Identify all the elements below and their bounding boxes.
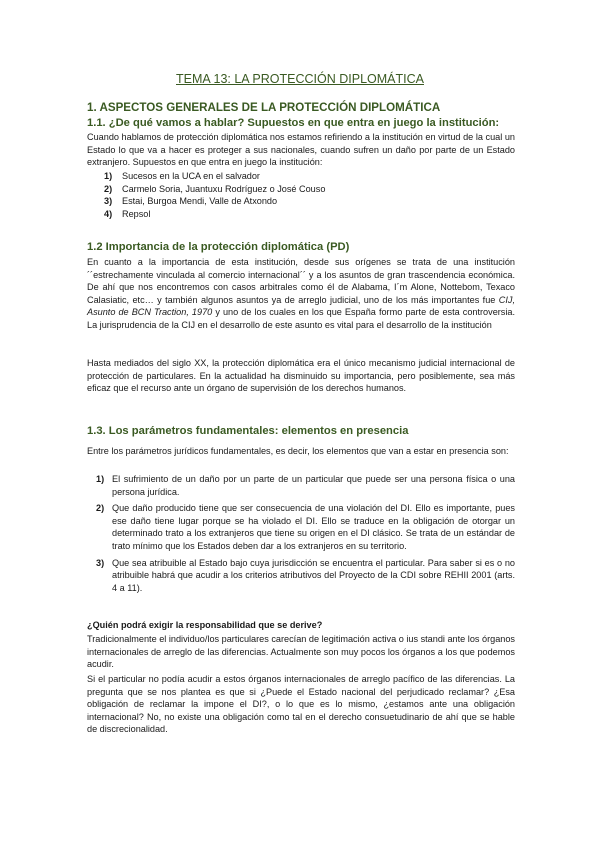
question-paragraph-2: Si el particular no podía acudir a estos órganos internacionales de arreglo pacífico de las diferencias. La pregunta que se nos plantea es que si ¿Puede el Estado nacional del perjudicado reclamar? ¿Esa obligación de reclamar la impone el DI?, o lo que es lo mismo, ¿estamos ante una obligación internacional? No, no existe una obligación como tal en el derecho consuetudinario de ahí que se hable de discrecionalidad. — [87, 674, 515, 735]
question-paragraph-1: Tradicionalmente el individuo/los particulares carecían de legitimación activa o ius standi ante los órganos internacionales de arreglo de las diferencias. Actualmente son muy pocos los órganos a los que podemos acudir. — [87, 634, 515, 670]
question-heading: ¿Quién podrá exigir la responsabilidad que se derive? — [87, 620, 323, 630]
list-number: 2) — [96, 503, 105, 514]
list-text: Que daño producido tiene que ser consecuencia de una violación del DI. Ello es importante, pues ese daño tiene lugar porque se ha violado el DI. Ello se traduce en la obligación de otorgar un determinado trato a los extranjeros que tiene su origen en el DI clásico. Se trata de un estándar de trato mínimo que los Estados deben dar a los extranjeros en su territorio. — [112, 503, 515, 551]
list-item — [87, 473, 515, 498]
list-number: 2) — [104, 183, 113, 194]
list-item — [87, 208, 515, 221]
list-number: 3) — [96, 557, 105, 568]
list-text: Sucesos en la UCA en el salvador — [122, 171, 260, 181]
list-number: 3) — [104, 196, 113, 207]
subsection-1-3-intro: Entre los parámetros jurídicos fundamentales, es decir, los elementos que van a estar en presencia son: — [87, 446, 509, 456]
case-citation: CIJ, Asunto de BCN Traction, 1970 — [87, 294, 515, 318]
cases-list — [87, 170, 515, 220]
document-title: TEMA 13: LA PROTECCIÓN DIPLOMÁTICA — [176, 72, 424, 86]
list-text: Repsol — [122, 208, 151, 219]
list-text: El sufrimiento de un daño por un parte de un particular que puede ser una persona física o una persona jurídica. — [112, 474, 515, 497]
list-item — [87, 195, 515, 208]
subsection-1-1-heading: 1.1. ¿De qué vamos a hablar? Supuestos en que entra en juego la institución: — [87, 117, 500, 129]
subsection-1-2-heading: 1.2 Importancia de la protección diplomática (PD) — [87, 241, 350, 253]
list-text: Estai, Burgoa Mendi, Valle de Atxondo — [122, 196, 278, 207]
subsection-1-2-paragraph-2: Hasta mediados del siglo XX, la protección diplomática era el único mecanismo judicial internacional de protección de particulares. En la actualidad ha disminuido su importancia, pero posiblemente, sea más eficaz que el recurso ante un órgano de supervisión de los derechos humanos. — [87, 358, 515, 394]
list-item — [87, 170, 515, 183]
list-number: 4) — [104, 208, 113, 219]
subsection-1-2-paragraph-1: En cuanto a la importancia de esta institución, desde sus orígenes se trata de una institución ´´estrechamente vinculada al comercio internacional´´ y a los asuntos de gran trascendencia económica. De ahí que nos encontremos con casos arbitrales como él de Alabama, I´m Alone, Nottebom, Texaco Calasiatic, etc… y también algunos asuntos ya de arreglo judicial, uno de los más importantes fue CIJ, Asunto de BCN Traction, 1970 y uno de los cuales en los que España formo parte de esta controversia. La jurisprudencia de la CIJ en el desarrollo de este asunto es vital para el desarrollo de la institución — [87, 257, 516, 330]
list-item — [87, 557, 515, 595]
list-item — [87, 183, 515, 196]
parameters-list — [87, 473, 515, 598]
list-item — [87, 502, 515, 552]
list-text: Carmelo Soria, Juantuxu Rodríguez o José Couso — [122, 183, 326, 194]
subsection-1-3-heading: 1.3. Los parámetros fundamentales: elementos en presencia — [87, 425, 409, 437]
list-number: 1) — [104, 171, 113, 181]
subsection-1-1-intro: Cuando hablamos de protección diplomática nos estamos refiriendo a la institución en virtud de la cual un Estado lo que va a hacer es proteger a sus nacionales, cuando sufren un daño por parte de un Estado extranjero. Supuestos en que entra en juego la institución: — [87, 132, 515, 168]
section-1-heading: 1. ASPECTOS GENERALES DE LA PROTECCIÓN DIPLOMÁTICA — [87, 101, 441, 114]
list-text: Que sea atribuible al Estado bajo cuya jurisdicción se encuentra el particular. Para saber si es o no atribuible habrá que acudir a los criterios atributivos del Proyecto de la CDI sobre REHII 2001 (arts. 4 a 11). — [112, 557, 515, 593]
list-number: 1) — [96, 474, 105, 484]
